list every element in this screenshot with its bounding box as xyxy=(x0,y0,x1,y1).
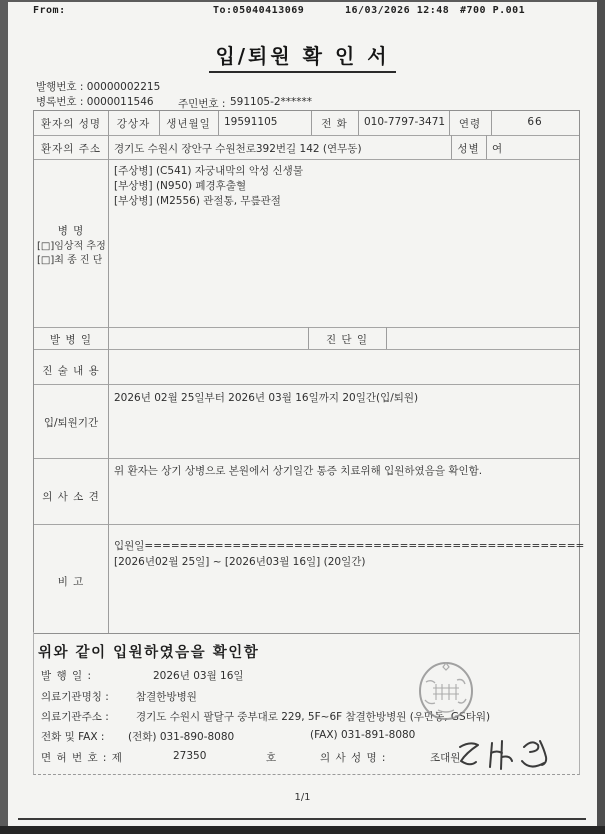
scan-edge-right xyxy=(597,0,605,834)
diagnosis-line-sub2: [부상병] (M2556) 관절통, 무릎관절 xyxy=(114,195,281,207)
note-line1: 입원일================================================== xyxy=(114,540,585,552)
row-divider xyxy=(34,458,579,459)
onset-date-label: 발 병 일 xyxy=(49,334,93,346)
page-number: 1/1 xyxy=(294,792,311,803)
fax-value: (FAX) 031-891-8080 xyxy=(310,729,416,741)
row-divider xyxy=(34,524,579,525)
address-value: 경기도 수원시 장안구 수원천로392번길 142 (연무동) xyxy=(114,143,362,155)
fax-datetime: 16/03/2026 12:48 xyxy=(345,5,450,16)
telfax-label: 전화 및 FAX : xyxy=(41,731,105,743)
fax-to-number: To:05040413069 xyxy=(213,5,305,16)
age-value: 66 xyxy=(527,116,543,128)
diagnosis-checkbox-final: [□]최 종 진 단 xyxy=(37,255,103,266)
patient-name: 강상자 xyxy=(116,118,151,130)
statement-label: 진 술 내 용 xyxy=(42,365,100,377)
license-suffix: 호 xyxy=(266,752,277,764)
org-address: 경기도 수원시 팔달구 중부대로 229, 5F~6F 참결한방병원 (우만동, GS타워) xyxy=(136,711,491,723)
row-divider xyxy=(34,327,579,328)
license-number: 27350 xyxy=(173,750,207,762)
gender-value: 여 xyxy=(492,143,503,155)
opinion-value: 위 환자는 상기 상병으로 본원에서 상기일간 통증 치료위해 입원하였음을 확인함. xyxy=(114,465,483,477)
phone-label: 전 화 xyxy=(321,118,348,130)
diagnosis-line-sub1: [부상병] (N950) 폐경후출혈 xyxy=(114,180,247,192)
license-label: 면 허 번 호 : 제 xyxy=(41,752,123,764)
org-name-label: 의료기관명칭 : xyxy=(41,691,109,703)
gender-label: 성별 xyxy=(457,143,480,155)
org-address-label: 의료기관주소 : xyxy=(41,711,109,723)
patient-info-table xyxy=(33,110,585,634)
hospital-seal-stamp xyxy=(416,660,476,722)
opinion-label: 의 사 소 견 xyxy=(42,491,100,503)
confirmation-heading: 위와 같이 입원하였음을 확인함 xyxy=(38,645,260,661)
row-divider xyxy=(34,159,579,160)
title-wrap xyxy=(8,40,597,69)
page-title: 입/퇴원 확 인 서 xyxy=(209,44,395,73)
phone-value: 010-7797-3471 xyxy=(364,116,446,128)
scan-edge-left xyxy=(0,0,8,834)
column-divider xyxy=(386,327,387,349)
column-divider xyxy=(486,135,487,159)
period-label: 입/퇴원기간 xyxy=(43,417,99,429)
column-divider xyxy=(218,111,219,135)
note-line2: [2026년02월 25일] ~ [2026년03월 16일] (20일간) xyxy=(114,556,366,568)
record-number: 병록번호 : 0000011546 xyxy=(36,96,154,108)
birth-value: 19591105 xyxy=(224,116,278,128)
diagnosis-line-main: [주상병] (C541) 자궁내막의 악성 신생물 xyxy=(114,165,303,177)
fax-page-code: #700 P.001 xyxy=(460,5,526,16)
issue-date: 2026년 03월 16일 xyxy=(153,670,244,682)
fax-from-label: From: xyxy=(33,5,66,16)
org-name: 참결한방병원 xyxy=(136,691,197,703)
doctor-signature xyxy=(456,737,556,779)
tel-value: (전화) 031-890-8080 xyxy=(128,731,235,743)
column-divider xyxy=(108,111,109,633)
birth-label: 생년월일 xyxy=(166,118,211,130)
row-divider xyxy=(34,349,579,350)
doctor-name: 조대원 xyxy=(430,752,461,764)
period-value: 2026년 02월 25일부터 2026년 03월 16일까지 20일간(입/퇴원) xyxy=(114,392,419,404)
resident-number: 591105-2****** xyxy=(230,96,313,108)
bottom-scan-line xyxy=(18,818,586,820)
row-divider xyxy=(34,384,579,385)
issue-number: 발행번호 : 00000002215 xyxy=(36,81,161,93)
column-divider xyxy=(358,111,359,135)
address-label: 환자의 주소 xyxy=(40,143,102,155)
document-page xyxy=(8,2,597,826)
diagnosis-date-label: 진 단 일 xyxy=(325,334,369,346)
note-label: 비 고 xyxy=(57,576,85,588)
diagnosis-checkbox-clinical: [□]임상적 추정 xyxy=(37,241,106,252)
resident-number-label: 주민번호 : xyxy=(178,98,226,110)
age-label: 연령 xyxy=(458,118,482,130)
diagnosis-label: 병 명 xyxy=(57,225,85,237)
issue-date-label: 발 행 일 : xyxy=(41,670,92,682)
doctor-name-label: 의 사 성 명 : xyxy=(320,752,387,764)
scan-edge-bottom xyxy=(0,826,605,834)
row-divider xyxy=(34,135,579,136)
patient-name-label: 환자의 성명 xyxy=(40,118,102,130)
